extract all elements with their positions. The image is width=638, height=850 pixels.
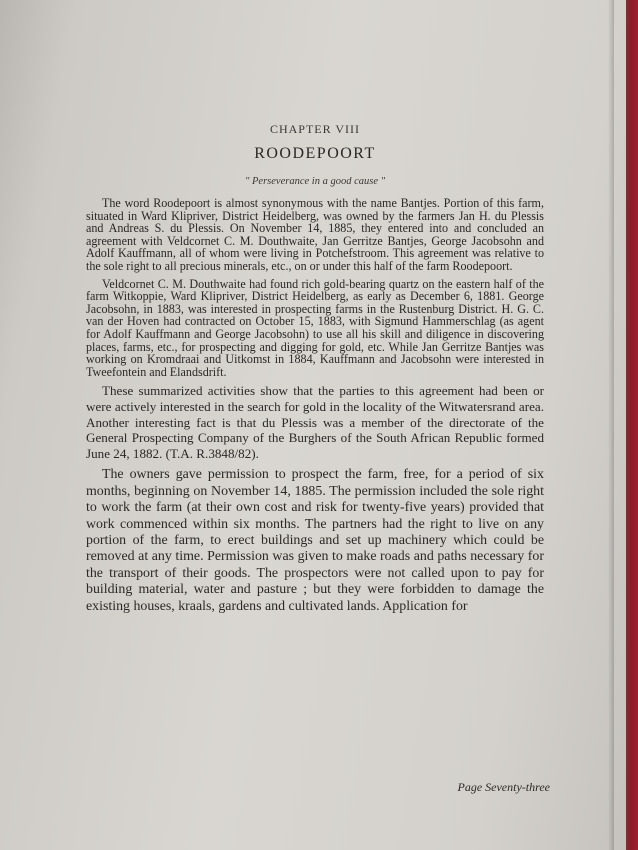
page-number: Page Seventy-three bbox=[457, 780, 550, 794]
chapter-number: CHAPTER VIII bbox=[269, 122, 361, 136]
page-content bbox=[86, 122, 544, 615]
paragraph-4: The owners gave permission to prospect the farm, free, for a period of six months, beginning on November 14, 1885. The permission included the sole right to work the farm (at their own cost and risk for twenty-five years) provided that work commenced within six months. The partners had the right to live on any portion of the farm, to erect buildings and set up machinery which could be removed at any time. Permission was given to make roads and paths necessary for the transport of their goods. The prospectors were not called upon to pay for building material, water and pasture ; but they were forbidden to damage the existing houses, kraals, gardens and cultivated lands. Application for bbox=[86, 467, 544, 614]
book-cover-edge bbox=[626, 0, 638, 850]
chapter-title: ROODEPOORT bbox=[254, 145, 376, 162]
paragraph-2: Veldcornet C. M. Douthwaite had found rich gold-bearing quartz on the eastern half of the farm Witkoppie, Ward Klipriver, District Heidelberg, as early as December 6, 1881. George Jacobsohn, in 1883, was interested in prospecting farms in the Rustenburg District. H. G. C. van der Hoven had contracted on October 15, 1883, with Sigmund Hammerschlag (as agent for Adolf Kauffmann and George Jacobsohn) to use all his skill and diligence in discovering places, farms, etc., for prospecting and digging for gold, etc. While Jan Gerritze Bantjes was working on Kromdraai and Uitkomst in 1884, Kauffmann and Jacobsohn were interested in Tweefontein and Elandsdrift. bbox=[86, 276, 544, 379]
page-edge-shadow bbox=[608, 0, 614, 850]
paragraph-1: The word Roodepoort is almost synonymous with the name Bantjes. Portion of this farm, situated in Ward Klipriver, District Heidelberg, was owned by the farmers Jan H. du Plessis and Andreas S. du Plessis. On November 14, 1885, they entered into and concluded an agreement with Veldcornet C. M. Douthwaite, Jan Gerritze Bantjes, George Jacobsohn and Adolf Kauffmann, all of whom were living in Potchefstroom. This agreement was relative to the sole right to all precious minerals, etc., on or under this half of the farm Roodepoort. bbox=[86, 196, 544, 273]
chapter-motto: " Perseverance in a good cause " bbox=[244, 176, 386, 187]
paragraph-3: These summarized activities show that the parties to this agreement had been or were actively interested in the search for gold in the locality of the Witwatersrand area. Another interesting fact is that du Plessis was a member of the directorate of the General Prospecting Company of the Burghers of the South African Republic formed June 24, 1882. (T.A. R.3848/82). bbox=[86, 383, 544, 461]
